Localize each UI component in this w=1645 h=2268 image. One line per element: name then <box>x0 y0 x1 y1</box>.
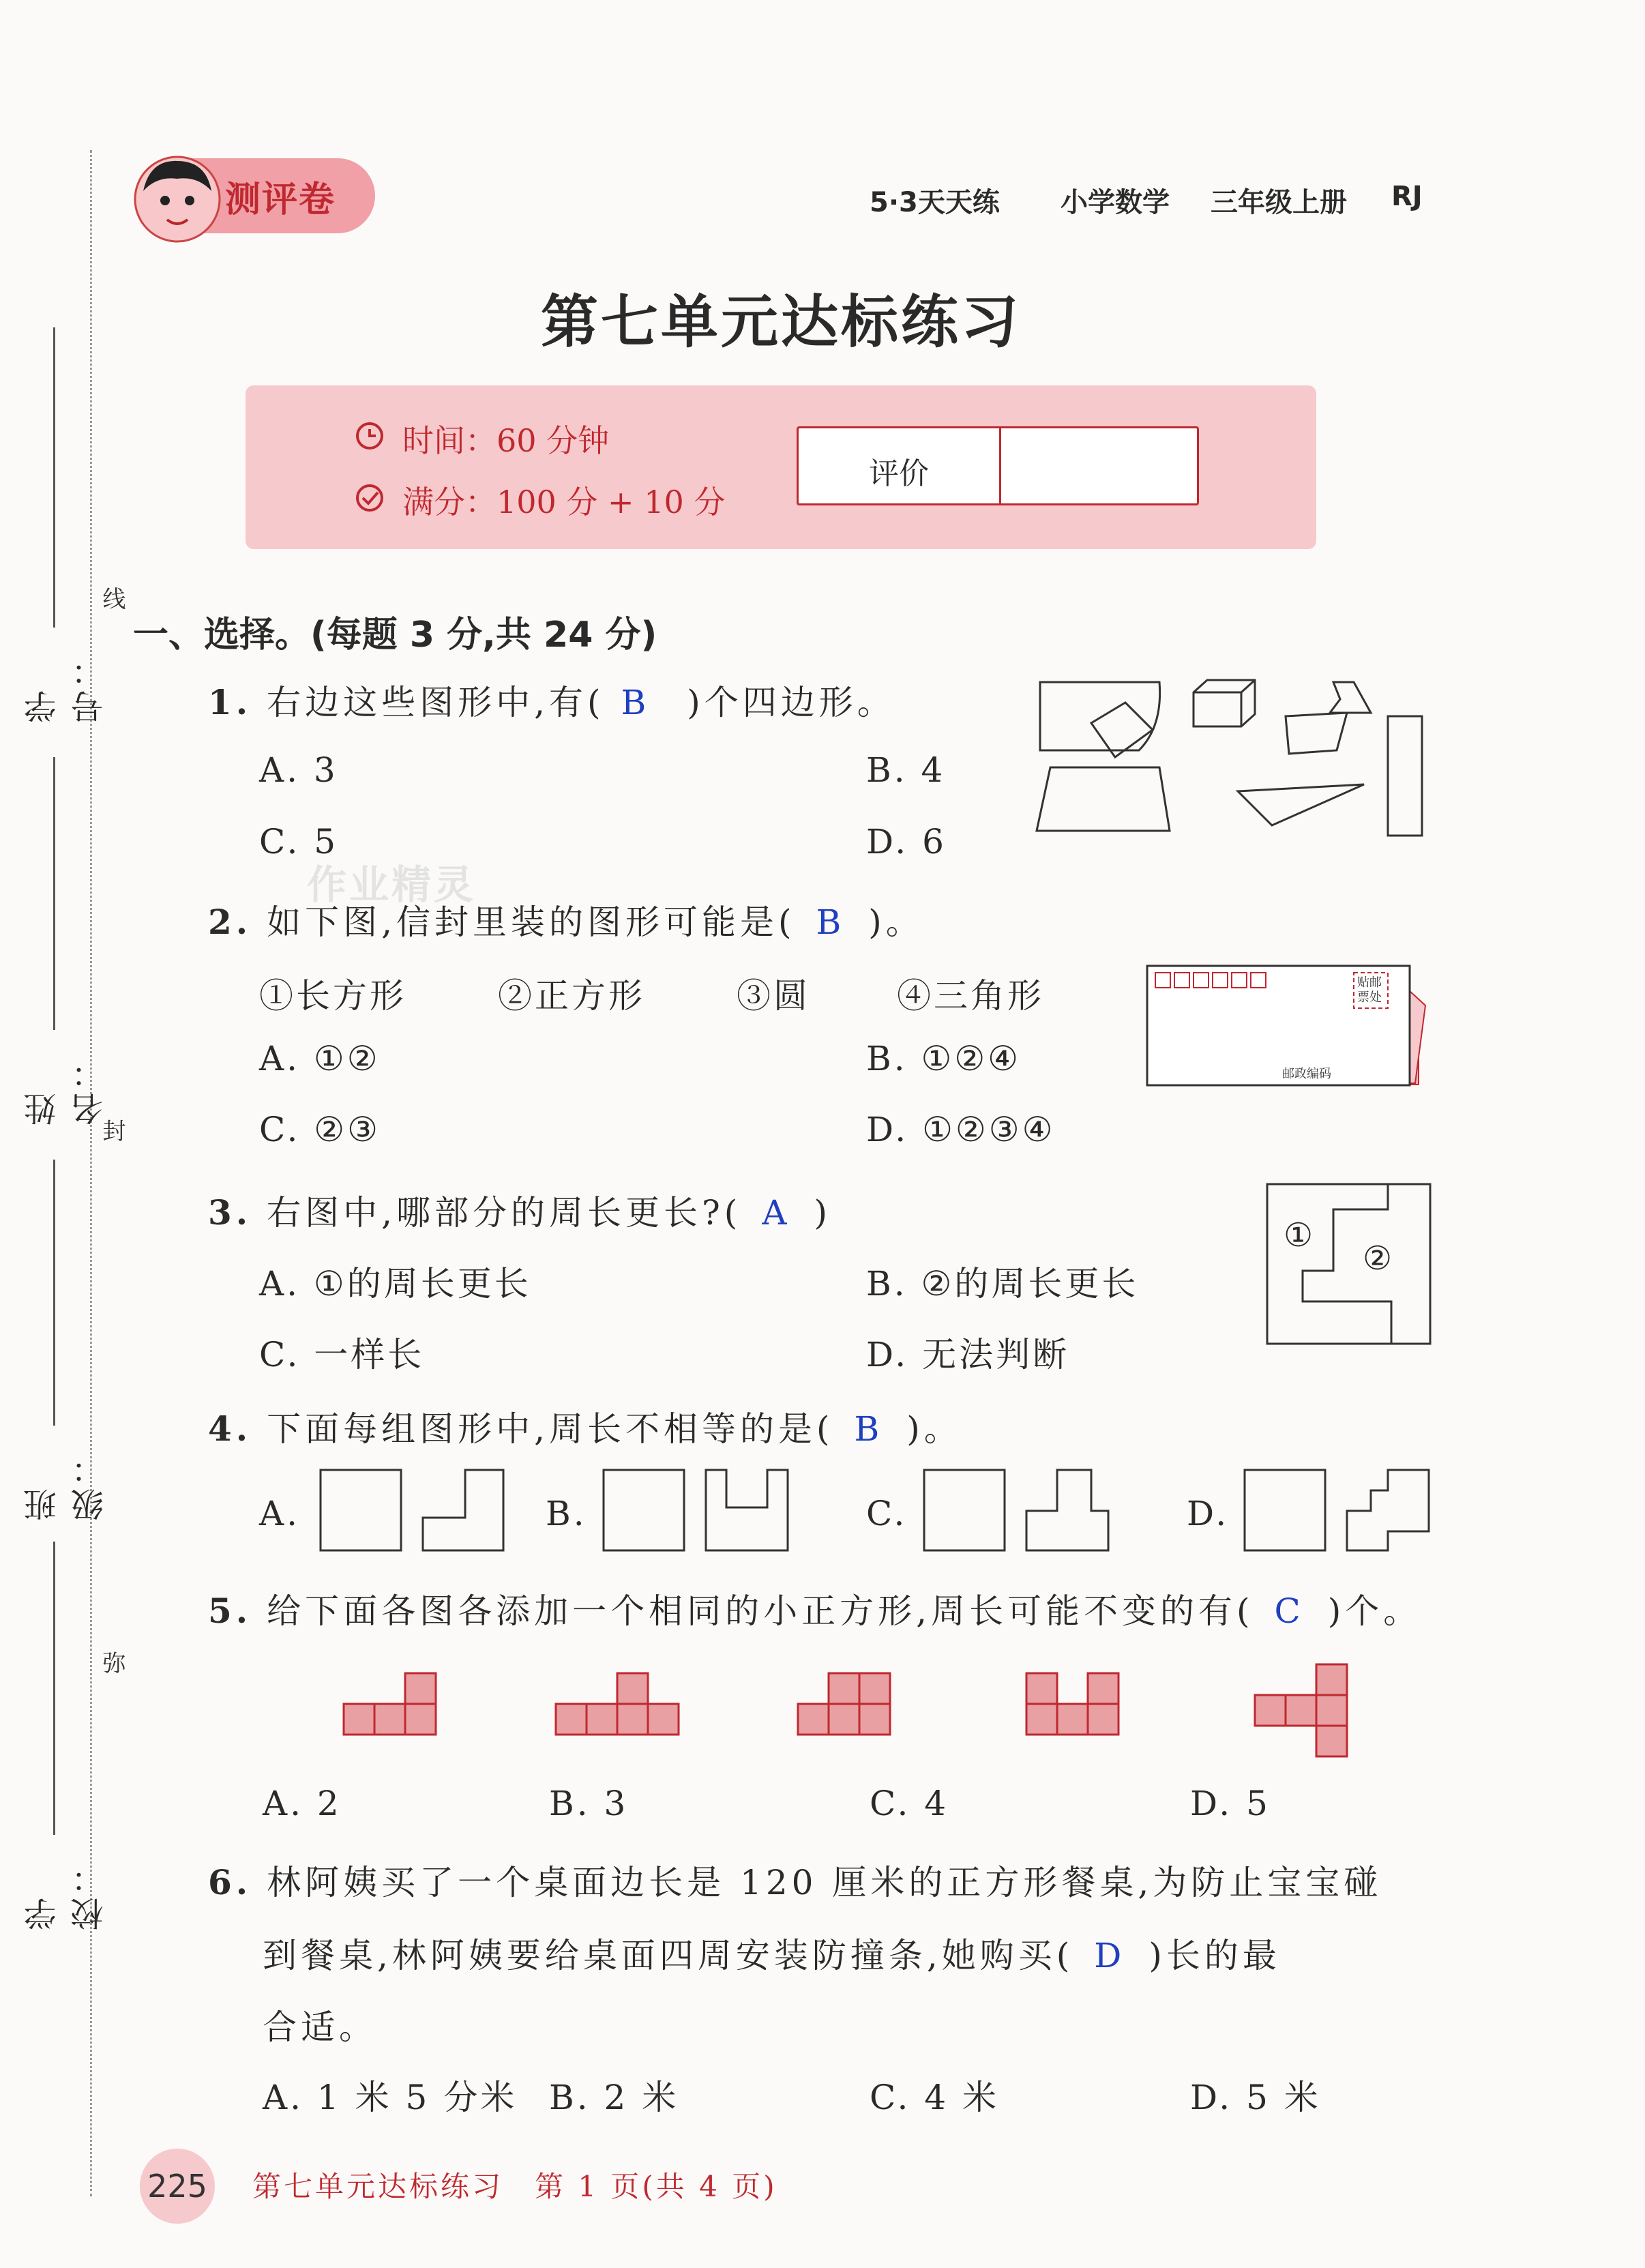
fold-mark-line: 线 <box>98 587 125 610</box>
school-label: 学校： <box>24 1857 109 1930</box>
question-6-line-2 <box>263 1928 1281 1977</box>
option-d: D. 5 <box>1190 1784 1271 1823</box>
question-text: )长的最 <box>1148 1936 1281 1975</box>
envelope-postcode-label: 邮政编码 <box>1282 1067 1331 1081</box>
name-line <box>53 757 55 1030</box>
question-5 <box>208 1584 1421 1633</box>
answer[interactable]: D <box>1094 1936 1122 1975</box>
option-a: A. 1 米 5 分米 <box>263 2078 518 2117</box>
option-d: D. <box>1187 1494 1230 1533</box>
question-text: ) <box>814 1193 831 1233</box>
student-id-line <box>53 327 55 628</box>
q1-shapes-figure <box>1030 672 1439 849</box>
shape-item-1: ①长方形 <box>259 976 406 1016</box>
region-2-label: ② <box>1363 1239 1393 1278</box>
full-score: 满分：100 分 + 10 分 <box>402 484 726 520</box>
question-text: 给下面各图各添加一个相同的小正方形,周长可能不变的有( <box>267 1591 1254 1631</box>
class-line <box>53 1160 55 1426</box>
header-edition: RJ <box>1391 181 1423 212</box>
question-text: )。 <box>906 1409 962 1449</box>
question-text: 右边这些图形中,有( <box>267 683 605 722</box>
section-heading: 一、选择。(每题 3 分,共 24 分) <box>133 615 657 656</box>
question-6-line-1 <box>208 1855 1382 1904</box>
q5-squares-figure <box>341 1668 1364 1756</box>
mascot-icon <box>130 151 225 247</box>
evaluation-label: 评价 <box>869 456 929 491</box>
question-2 <box>208 895 924 944</box>
header-subject: 小学数学 <box>1061 187 1170 218</box>
question-4 <box>208 1402 962 1451</box>
check-icon <box>355 483 385 513</box>
answer[interactable]: C <box>1274 1591 1301 1631</box>
question-text: )个。 <box>1327 1591 1422 1631</box>
header-grade: 三年级上册 <box>1211 187 1347 218</box>
option-c: C. 一样长 <box>259 1335 425 1374</box>
region-1-label: ① <box>1284 1216 1314 1254</box>
option-b: B. <box>546 1494 587 1533</box>
option-d: D. ①②③④ <box>866 1110 1056 1149</box>
question-1 <box>208 675 895 724</box>
option-d: D. 5 米 <box>1190 2078 1321 2117</box>
question-text: 如下图,信封里装的图形可能是( <box>267 902 796 942</box>
question-6-line-3: 合适。 <box>263 2007 377 2047</box>
question-text: 林阿姨买了一个桌面边长是 120 厘米的正方形餐桌,为防止宝宝碰 <box>267 1863 1382 1902</box>
fold-mark-seal: 封 <box>98 1119 125 1142</box>
question-number: 1. <box>208 682 252 722</box>
option-a: A. <box>259 1494 301 1533</box>
evaluation-box <box>797 426 1199 505</box>
evaluation-divider <box>999 428 1001 503</box>
question-text: 下面每组图形中,周长不相等的是( <box>267 1409 834 1449</box>
answer[interactable]: A <box>762 1193 787 1233</box>
option-c: C. ②③ <box>259 1110 381 1149</box>
envelope-stamp-label: 贴邮票处 <box>1357 975 1382 1005</box>
option-a: A. ①的周长更长 <box>259 1264 531 1304</box>
clock-icon <box>355 421 385 451</box>
option-b: B. ①②④ <box>866 1039 1022 1078</box>
question-number: 4. <box>208 1409 252 1449</box>
footer-text: 第七单元达标练习 第 1 页(共 4 页) <box>252 2170 777 2203</box>
question-text: )个四边形。 <box>687 683 895 722</box>
answer[interactable]: B <box>816 902 842 942</box>
option-a: A. 3 <box>259 750 338 790</box>
perimeter-figure <box>1265 1182 1432 1346</box>
shape-item-4: ④三角形 <box>897 976 1044 1016</box>
page-title: 第七单元达标练习 <box>540 288 1021 355</box>
option-a: A. 2 <box>263 1784 342 1823</box>
badge-title: 测评卷 <box>225 179 336 220</box>
option-c: C. 5 <box>259 822 339 861</box>
answer[interactable]: B <box>854 1409 880 1449</box>
school-line <box>53 1542 55 1835</box>
question-number: 2. <box>208 902 252 942</box>
option-c: C. <box>866 1494 908 1533</box>
shape-item-3: ③圆 <box>737 976 810 1016</box>
option-b: B. 2 米 <box>549 2078 679 2117</box>
question-3 <box>208 1185 831 1235</box>
option-b: B. 4 <box>866 750 946 790</box>
class-label: 班级： <box>24 1447 109 1521</box>
question-number: 5. <box>208 1591 252 1631</box>
question-text: 右图中,哪部分的周长更长?( <box>267 1193 742 1233</box>
option-c: C. 4 米 <box>870 2078 999 2117</box>
header-series: 5·3天天练 <box>870 187 1000 218</box>
time-limit: 时间：60 分钟 <box>402 422 610 459</box>
fold-mark-mi: 弥 <box>98 1651 125 1674</box>
option-b: B. 3 <box>549 1784 629 1823</box>
option-d: D. 无法判断 <box>866 1335 1070 1374</box>
question-text: 到餐桌,林阿姨要给桌面四周安装防撞条,她购买( <box>263 1936 1074 1975</box>
option-c: C. 4 <box>870 1784 949 1823</box>
q4-shapes-figure <box>314 1467 1432 1559</box>
option-d: D. 6 <box>866 822 947 861</box>
student-id-label: 学号： <box>24 649 109 723</box>
option-b: B. ②的周长更长 <box>866 1264 1139 1304</box>
question-number: 3. <box>208 1192 252 1233</box>
watermark: 作业精灵 <box>307 861 477 908</box>
option-a: A. ①② <box>259 1039 381 1078</box>
page-number: 225 <box>140 2149 215 2224</box>
shape-item-2: ②正方形 <box>498 976 645 1016</box>
question-number: 6. <box>208 1862 252 1902</box>
name-label: 姓名： <box>24 1052 109 1125</box>
answer[interactable]: B <box>621 683 647 722</box>
question-text: )。 <box>868 902 924 942</box>
